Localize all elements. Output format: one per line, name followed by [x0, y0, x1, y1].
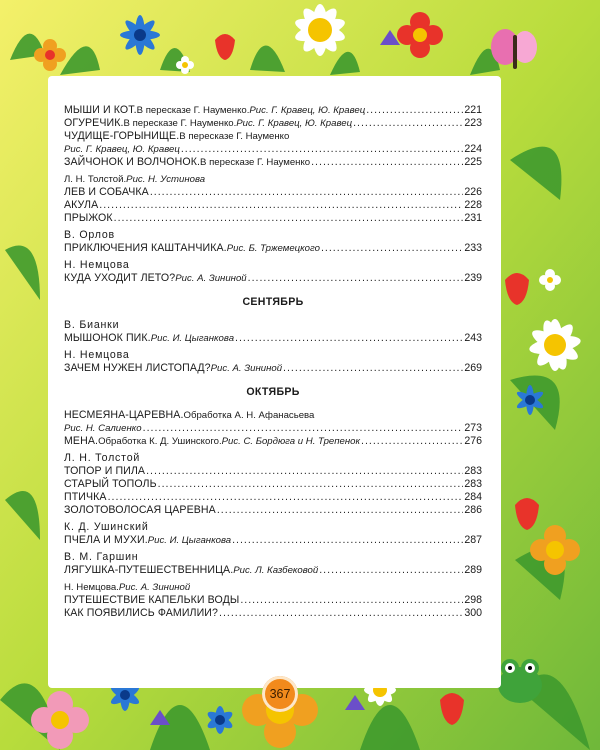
- story-title: ПТИЧКА: [64, 491, 107, 503]
- illustrator-credit: Рис. Г. Кравец, Ю. Кравец: [64, 144, 180, 155]
- story-title: ЛЕВ И СОБАЧКА: [64, 186, 149, 198]
- story-title: НЕСМЕЯНА-ЦАРЕВНА.: [64, 409, 184, 421]
- story-title: ЗАЙЧОНОК И ВОЛЧОНОК.: [64, 156, 201, 168]
- toc-entry[interactable]: [64, 465, 482, 478]
- page-ref: 226: [464, 186, 482, 198]
- toc-entry[interactable]: [64, 143, 482, 156]
- illustrator-credit: Рис. И. Цыганкова: [150, 333, 235, 344]
- leader-dots: [217, 504, 463, 517]
- page-ref: 233: [464, 242, 482, 254]
- toc-entry[interactable]: [64, 117, 482, 130]
- page-number-badge: 367: [262, 676, 298, 712]
- illustrator-credit: Рис. И. Цыганкова: [147, 535, 232, 546]
- toc-author-line: [64, 349, 482, 362]
- story-title: АКУЛА: [64, 199, 99, 211]
- leader-dots: [150, 186, 464, 199]
- page-ref: 289: [464, 564, 482, 576]
- toc-entry[interactable]: [64, 534, 482, 547]
- author-name: В. Бианки: [64, 319, 120, 331]
- page-ref: 283: [464, 465, 482, 477]
- leader-dots: [219, 607, 463, 620]
- leader-dots: [248, 272, 464, 285]
- author-name: К. Д. Ушинский: [64, 521, 149, 533]
- toc-entry[interactable]: [64, 186, 482, 199]
- note-text: Обработка А. Н. Афанасьева: [183, 410, 315, 421]
- leader-dots: [235, 332, 463, 345]
- page-ref: 273: [464, 422, 482, 434]
- section-heading: ОКТЯБРЬ: [246, 386, 300, 398]
- story-title: ПУТЕШЕСТВИЕ КАПЕЛЬКИ ВОДЫ: [64, 594, 240, 606]
- toc-entry[interactable]: [64, 422, 482, 435]
- illustrator-credit: Рис. А. Зининой: [118, 582, 191, 593]
- table-of-contents: [64, 104, 482, 620]
- note-text: В пересказе Г. Науменко.: [123, 118, 237, 129]
- author-name: Н. Немцова: [64, 259, 130, 271]
- page-ref: 298: [464, 594, 482, 606]
- page-ref: 300: [464, 607, 482, 619]
- leader-dots: [232, 534, 463, 547]
- page-ref: 228: [464, 199, 482, 211]
- story-title: ОГУРЕЧИК.: [64, 117, 124, 129]
- leader-dots: [99, 199, 463, 212]
- section-heading: СЕНТЯБРЬ: [242, 296, 304, 308]
- page-ref: 269: [464, 362, 482, 374]
- story-title: ПРИКЛЮЧЕНИЯ КАШТАНЧИКА.: [64, 242, 227, 254]
- toc-entry[interactable]: [64, 491, 482, 504]
- story-title: СТАРЫЙ ТОПОЛЬ: [64, 478, 157, 490]
- toc-entry[interactable]: [64, 564, 482, 577]
- leader-dots: [321, 242, 463, 255]
- toc-author-line: [64, 409, 482, 422]
- toc-entry[interactable]: [64, 104, 482, 117]
- leader-dots: [353, 117, 463, 130]
- page-ref: 276: [464, 435, 482, 447]
- story-title: ПЧЕЛА И МУХИ.: [64, 534, 148, 546]
- page-ref: 239: [464, 272, 482, 284]
- story-title: ЛЯГУШКА-ПУТЕШЕСТВЕННИЦА.: [64, 564, 234, 576]
- author-name: Н. Немцова: [64, 349, 130, 361]
- page-ref: 286: [464, 504, 482, 516]
- toc-entry[interactable]: [64, 607, 482, 620]
- toc-entry[interactable]: [64, 199, 482, 212]
- story-title: ПРЫЖОК: [64, 212, 113, 224]
- toc-entry[interactable]: [64, 156, 482, 169]
- toc-entry[interactable]: [64, 242, 482, 255]
- story-title: МЫШИ И КОТ.: [64, 104, 137, 116]
- toc-entry[interactable]: [64, 504, 482, 517]
- contents-page: [48, 76, 501, 688]
- page-ref: 224: [464, 143, 482, 155]
- toc-author-line: [64, 551, 482, 564]
- toc-entry[interactable]: [64, 272, 482, 285]
- story-title: ЧУДИЩЕ-ГОРЫНИЩЕ.: [64, 130, 180, 142]
- illustrator-credit: Рис. Г. Кравец, Ю. Кравец: [236, 118, 353, 129]
- illustrator-credit: Рис. Л. Казбековой: [233, 565, 319, 576]
- page-ref: 223: [464, 117, 482, 129]
- page-ref: 287: [464, 534, 482, 546]
- note-text: Н. Немцова.: [64, 582, 119, 593]
- toc-author-line: [64, 173, 482, 186]
- leader-dots: [283, 362, 463, 375]
- illustrator-credit: Рис. А. Зининой: [210, 363, 283, 374]
- toc-entry[interactable]: [64, 212, 482, 225]
- author-name: Л. Н. Толстой: [64, 452, 141, 464]
- page-ref: 243: [464, 332, 482, 344]
- story-title: МЫШОНОК ПИК.: [64, 332, 151, 344]
- illustrator-credit: Рис. Г. Кравец, Ю. Кравец: [249, 105, 366, 116]
- story-title: ЗАЧЕМ НУЖЕН ЛИСТОПАД?: [64, 362, 211, 374]
- author-name: В. Орлов: [64, 229, 115, 241]
- story-title: ТОПОР И ПИЛА: [64, 465, 146, 477]
- story-title: КАК ПОЯВИЛИСЬ ФАМИЛИИ?: [64, 607, 219, 619]
- toc-author-line: [64, 319, 482, 332]
- illustrator-credit: Рис. А. Зининой: [175, 273, 247, 284]
- toc-entry[interactable]: [64, 332, 482, 345]
- leader-dots: [143, 422, 464, 435]
- illustrator-credit: Рис. Б. Тржемецкого: [226, 243, 320, 254]
- story-title: МЕНА.: [64, 435, 99, 447]
- illustrator-credit: Рис. Н. Устинова: [126, 174, 206, 185]
- leader-dots: [240, 594, 463, 607]
- leader-dots: [114, 212, 464, 225]
- leader-dots: [158, 478, 464, 491]
- page-ref: 284: [464, 491, 482, 503]
- note-text: Обработка К. Д. Ушинского.: [98, 436, 222, 447]
- toc-author-line: [64, 521, 482, 534]
- illustrator-credit: Рис. С. Бордюга и Н. Трепенок: [221, 436, 361, 447]
- leader-dots: [108, 491, 464, 504]
- page-ref: 225: [464, 156, 482, 168]
- toc-entry[interactable]: [64, 594, 482, 607]
- toc-author-line: [64, 130, 482, 143]
- leader-dots: [146, 465, 463, 478]
- leader-dots: [319, 564, 463, 577]
- illustrator-credit: Рис. Н. Салиенко: [64, 423, 142, 434]
- toc-entry[interactable]: [64, 478, 482, 491]
- toc-author-line: [64, 581, 482, 594]
- story-title: ЗОЛОТОВОЛОСАЯ ЦАРЕВНА: [64, 504, 216, 516]
- leader-dots: [366, 104, 463, 117]
- toc-entry[interactable]: [64, 435, 482, 448]
- page-ref: 283: [464, 478, 482, 490]
- leader-dots: [311, 156, 463, 169]
- toc-author-line: [64, 452, 482, 465]
- toc-entry[interactable]: [64, 362, 482, 375]
- note-text: В пересказе Г. Науменко.: [136, 105, 250, 116]
- note-text: Л. Н. Толстой.: [64, 174, 127, 185]
- leader-dots: [361, 435, 463, 448]
- page-ref: 231: [464, 212, 482, 224]
- toc-author-line: [64, 229, 482, 242]
- author-name: В. М. Гаршин: [64, 551, 139, 563]
- story-title: КУДА УХОДИТ ЛЕТО?: [64, 272, 176, 284]
- leader-dots: [181, 143, 464, 156]
- note-text: В пересказе Г. Науменко: [200, 157, 311, 168]
- toc-author-line: [64, 259, 482, 272]
- page-ref: 221: [464, 104, 482, 116]
- note-text: В пересказе Г. Науменко: [179, 131, 290, 142]
